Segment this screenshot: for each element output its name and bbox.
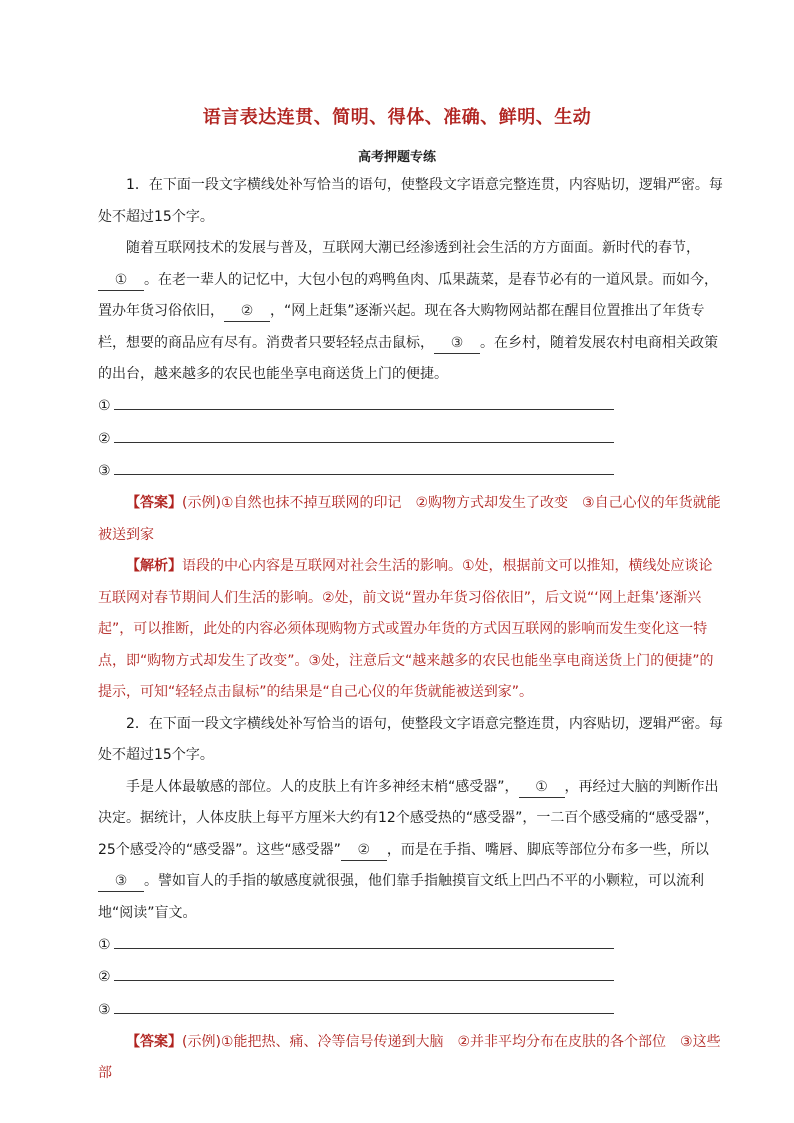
answer-line[interactable]: ③	[98, 456, 724, 489]
passage-text: ，再经过大脑的判断作出决定。据统计，人体皮肤上每平方厘米大约有12个感受热的“感受器”，一二百个感受痛的“感受器”，25个感受冷的“感受器”。这些“感受器”	[98, 778, 719, 858]
blank-2: ②	[341, 840, 387, 861]
blank-3: ③	[434, 333, 480, 354]
answer-line[interactable]: ③	[98, 994, 724, 1027]
analysis-text: 语段的中心内容是互联网对社会生活的影响。①处，根据前文可以推知，横线处应谈论互联网对春节期间人们生活的影响。②处，前文说“置办年货习俗依旧”，后文说“‘网上赶集’逐渐兴起”，可以推断，此处的内容必须体现购物方式或置办年货的方式因互联网的影响而发生变化这一特点，即“购物方式却发生了改变”。③处，注意后文“越来越多的农民也能坐享电商送货上门的便捷”的提示，可知“轻轻点击鼠标”的结果是“自己心仪的年货就能被送到家”。	[98, 558, 714, 700]
question-2-passage	[98, 772, 724, 930]
passage-text: 。在乡村，随着发展农村电商相关政策的出台，越来越多的农民也能坐享电商送货上门的便捷。	[98, 334, 718, 382]
blank-3: ③	[98, 871, 144, 892]
question-1-answer-lines	[98, 391, 724, 489]
page-subtitle: 高考押题专练	[357, 150, 436, 165]
analysis-tag: 【解析】	[126, 558, 182, 574]
passage-text: 手是人体最敏感的部位。人的皮肤上有许多神经末梢“感受器”，	[126, 778, 519, 795]
answer-line[interactable]: ②	[98, 962, 724, 995]
answer-line[interactable]: ②	[98, 423, 724, 456]
question-1-prompt: 1．在下面一段文字横线处补写恰当的语句，使整段文字语意完整连贯，内容贴切，逻辑严密。每处不超过15个字。	[98, 177, 723, 225]
blank-1: ①	[519, 777, 565, 798]
question-1-answer	[98, 488, 724, 551]
answer-line[interactable]: ①	[98, 929, 724, 962]
answer-text: (示例)①自然也抹不掉互联网的印记 ②购物方式却发生了改变 ③自己心仪的年货就能被送到家	[98, 495, 721, 543]
answer-tag: 【答案】	[126, 1033, 182, 1050]
blank-2: ②	[224, 301, 270, 322]
question-1-passage	[98, 233, 724, 391]
answer-line[interactable]: ①	[98, 391, 724, 424]
passage-text: ，而是在手指、嘴唇、脚底等部位分布多一些，所以	[386, 841, 709, 858]
question-2-answer-lines	[98, 929, 724, 1027]
passage-text: 。在老一辈人的记忆中，大包小包的鸡鸭鱼肉、瓜果蔬菜，是春节必有的一道风景。而如今，置办年货习俗依旧，	[98, 271, 718, 319]
passage-text: 。譬如盲人的手指的敏感度就很强，他们靠手指触摸盲文纸上凹凸不平的小颗粒，可以流利地“阅读”盲文。	[98, 873, 704, 921]
document-body	[98, 170, 724, 1090]
blank-1: ①	[98, 270, 144, 291]
passage-text: ，“网上赶集”逐渐兴起。现在各大购物网站都在醒目位置推出了年货专栏，想要的商品应有尽有。消费者只要轻轻点击鼠标，	[98, 303, 705, 351]
question-2-prompt: 2．在下面一段文字横线处补写恰当的语句，使整段文字语意完整连贯，内容贴切，逻辑严密。每处不超过15个字。	[98, 715, 723, 763]
answer-text: (示例)①能把热、痛、冷等信号传递到大脑 ②并非平均分布在皮肤的各个部位 ③这些部	[98, 1033, 721, 1081]
question-1-analysis	[98, 551, 724, 709]
passage-text: 随着互联网技术的发展与普及，互联网大潮已经渗透到社会生活的方方面面。新时代的春节，	[126, 240, 700, 256]
question-2-answer	[98, 1027, 724, 1090]
page-title: 语言表达连贯、简明、得体、准确、鲜明、生动	[202, 107, 592, 128]
answer-tag: 【答案】	[126, 495, 182, 511]
